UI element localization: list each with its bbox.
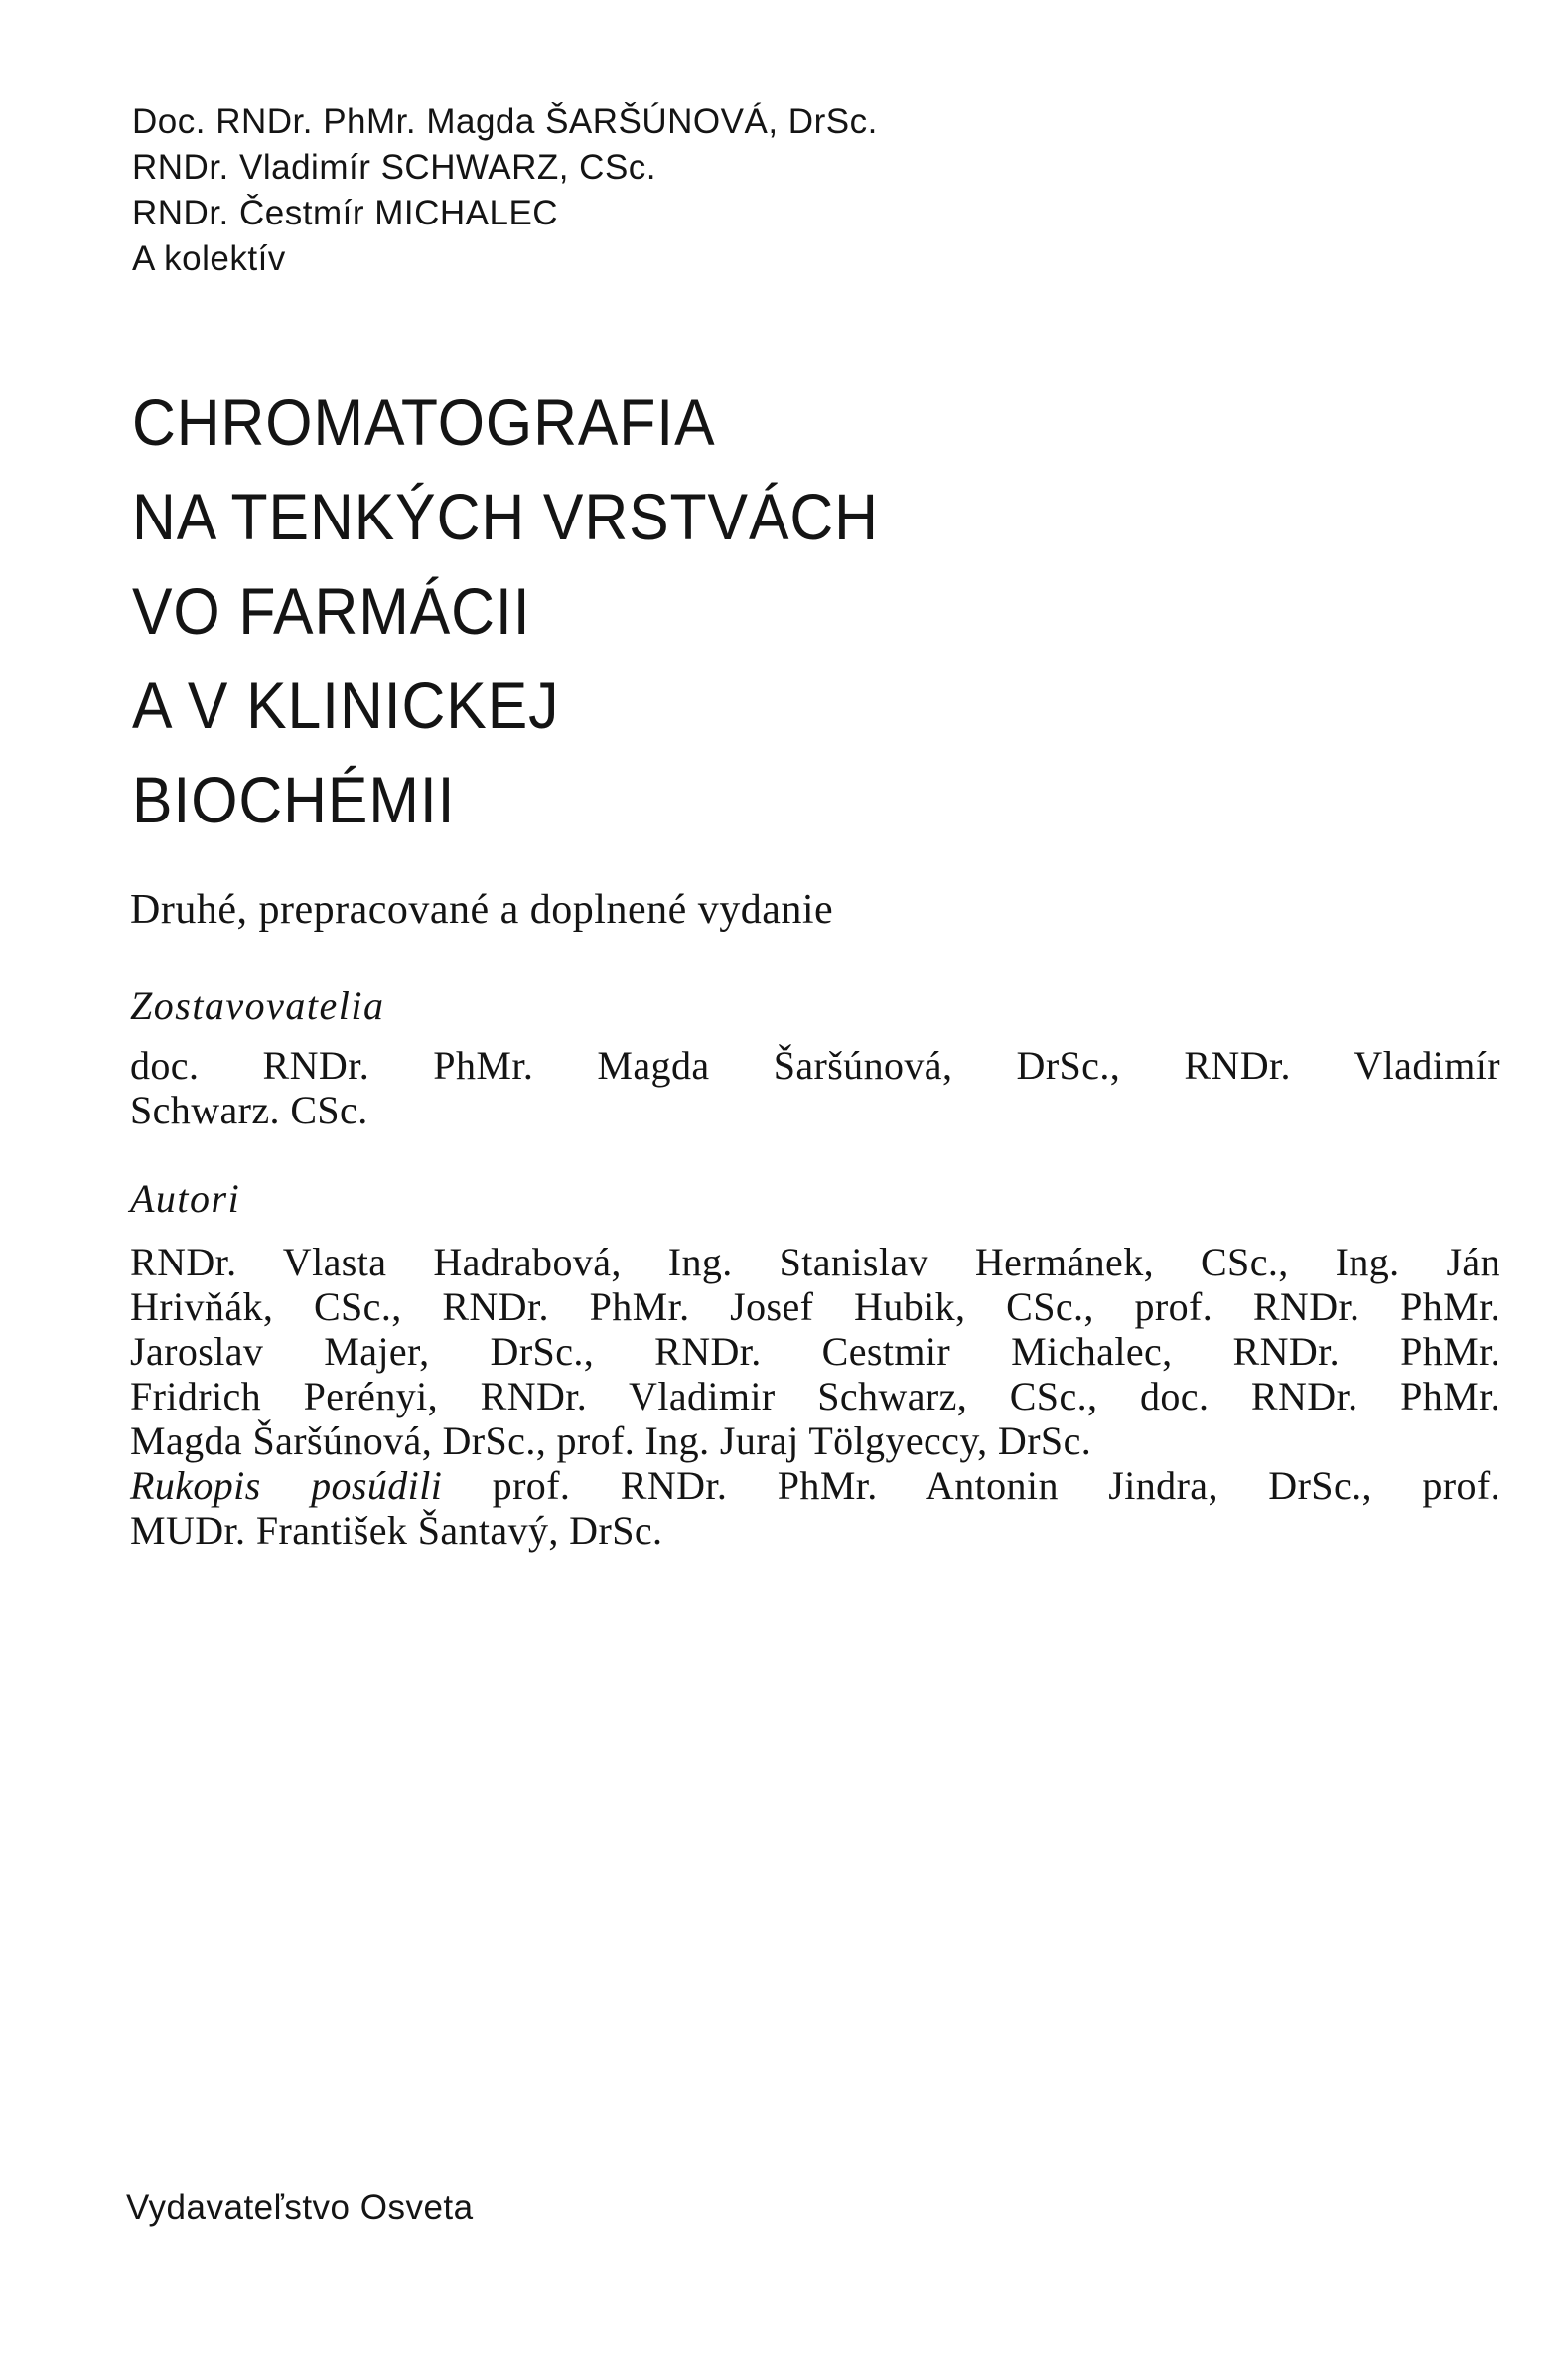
author-line: A kolektív xyxy=(132,239,286,278)
reviewers-label: Rukopis posúdili xyxy=(130,1463,443,1508)
authors-line: Hrivňák, CSc., RNDr. PhMr. Josef Hubik, CSc., prof. RNDr. PhMr. xyxy=(130,1284,1500,1329)
book-title xyxy=(132,375,1365,847)
authors-line: Fridrich Perényi, RNDr. Vladimir Schwarz, CSc., doc. RNDr. PhMr. xyxy=(130,1374,1500,1418)
title-line: CHROMATOGRAFIA xyxy=(132,385,716,459)
compilers-line: doc. RNDr. PhMr. Magda Šaršúnová, DrSc., RNDr. Vladimír xyxy=(130,1043,1500,1088)
compilers-text xyxy=(130,1043,1500,1132)
author-list xyxy=(132,99,1423,282)
reviewers-line xyxy=(130,1463,1500,1508)
authors-line: Jaroslav Majer, DrSc., RNDr. Cestmir Michalec, RNDr. PhMr. xyxy=(130,1329,1500,1374)
authors-text xyxy=(130,1240,1500,1553)
title-line: NA TENKÝCH VRSTVÁCH xyxy=(132,480,879,553)
title-line: A V KLINICKEJ xyxy=(132,669,560,742)
authors-heading: Autori xyxy=(130,1176,241,1221)
reviewers-line: MUDr. František Šantavý, DrSc. xyxy=(130,1508,663,1553)
compilers-line: Schwarz. CSc. xyxy=(130,1088,368,1132)
author-line: RNDr. Vladimír SCHWARZ, CSc. xyxy=(132,148,657,187)
authors-line: Magda Šaršúnová, DrSc., prof. Ing. Juraj Tölgyeccy, DrSc. xyxy=(130,1418,1092,1463)
author-line: RNDr. Čestmír MICHALEC xyxy=(132,194,559,232)
title-line: VO FARMÁCII xyxy=(132,574,531,648)
compilers-heading: Zostavovatelia xyxy=(130,983,385,1028)
publisher-name: Vydavateľstvo Osveta xyxy=(126,2188,474,2227)
authors-line: RNDr. Vlasta Hadrabová, Ing. Stanislav Hermánek, CSc., Ing. Ján xyxy=(130,1240,1500,1284)
reviewers-names: prof. RNDr. PhMr. Antonin Jindra, DrSc., prof. xyxy=(492,1463,1500,1508)
edition-statement: Druhé, prepracované a doplnené vydanie xyxy=(130,887,834,933)
author-line: Doc. RNDr. PhMr. Magda ŠARŠÚNOVÁ, DrSc. xyxy=(132,102,878,141)
title-line: BIOCHÉMII xyxy=(132,763,456,836)
